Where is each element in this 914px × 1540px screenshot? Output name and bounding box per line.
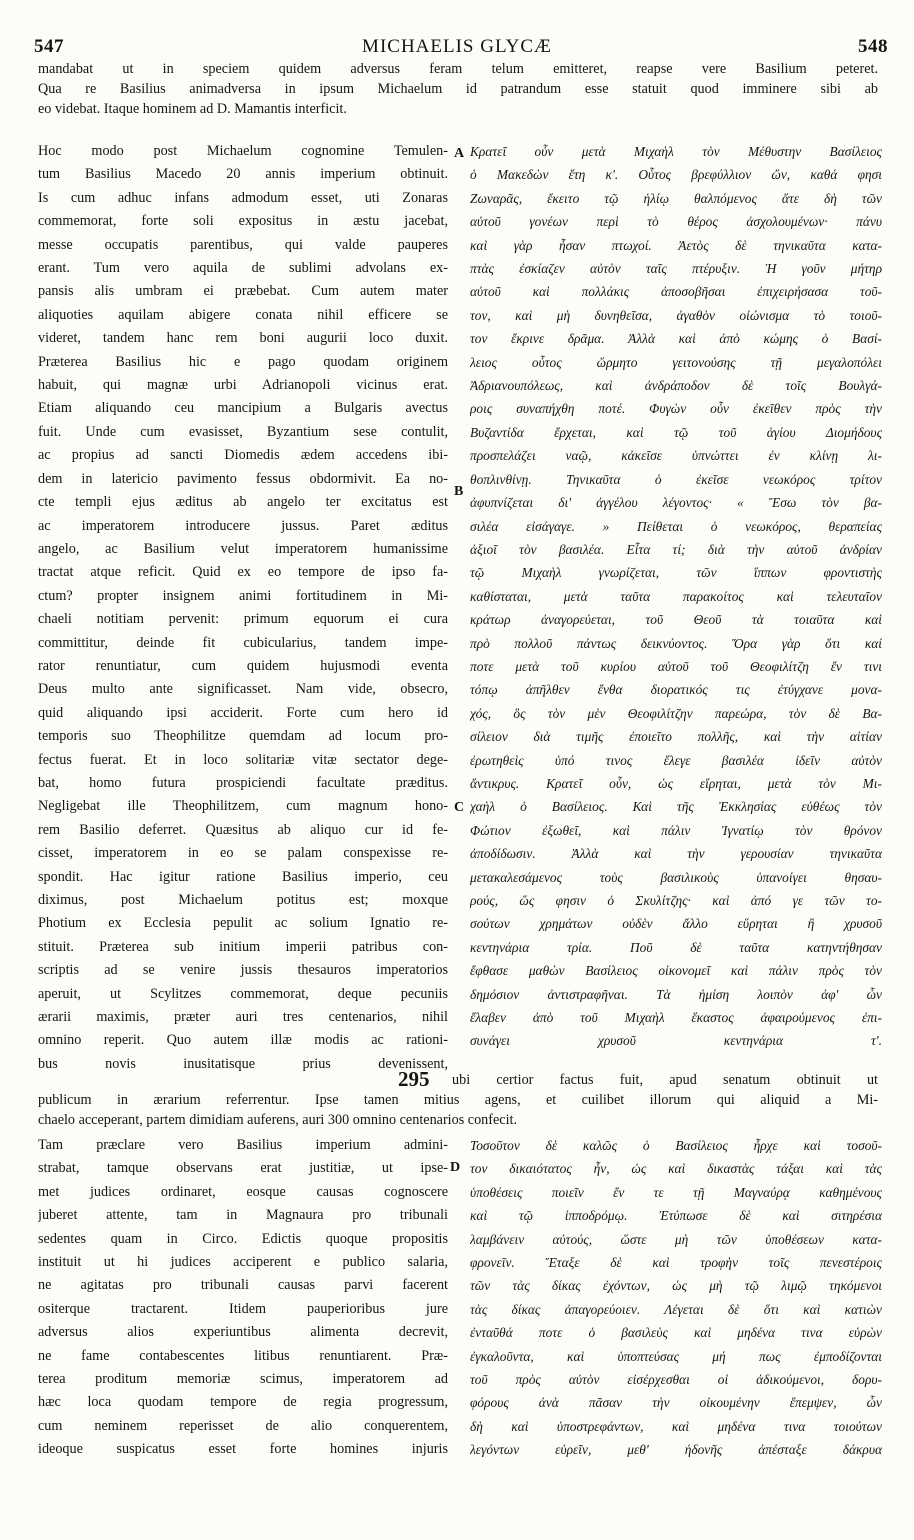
text-line: τῷ Μιχαὴλ γνωρίζεται, τῶν ἵππων φροντιστὴς	[470, 565, 882, 581]
text-line: committitur, deinde fit cubicularius, tandem impe-	[38, 634, 448, 651]
text-line: προσπελάζει ναῷ, κἀκεῖσε ὑπνώττει ἐν κλίνῃ λι-	[470, 448, 882, 464]
text-line: aliquoties aquilam abigere conata nihil efficere se	[38, 306, 448, 323]
text-line: ρούς, ὥς φησιν ὁ Σκυλίτζης· καὶ ἀπό γε τῶν το-	[470, 893, 882, 908]
text-line: temporis suo Theophilitze quemdam ad locum pro-	[38, 728, 448, 745]
section-marker-a: A	[454, 146, 465, 161]
text-line: Φώτιον ἐξωθεῖ, καὶ πάλιν Ἰγνατίῳ τὸν θρόνον	[470, 822, 882, 838]
latin-column-top	[38, 140, 448, 1076]
greek-column-top	[470, 140, 882, 1053]
text-line: sedentes quam in Circo. Edictis quoque propositis	[38, 1230, 448, 1247]
text-line: Photium ex Ecclesia pepulit ac solium Ignatio re-	[38, 915, 448, 932]
text-line: συνάγει χρυσοῦ κεντηνάρια τ'.	[470, 1033, 882, 1049]
text-line: ἐγκαλοῦντα, καὶ ὑποπτεύσας μή πως ἐμποδίζονται	[470, 1348, 882, 1364]
text-line: diximus, post Michaelum potitus est; moxque	[38, 892, 448, 908]
text-line: μετακαλεσάμενος τοὺς βασιλικοὺς ὑπανοίγει θησαυ-	[470, 869, 882, 885]
text-line: ositerque tractarent. Itidem pauperioribus jure	[38, 1300, 448, 1317]
text-line: πτὰς ἐσκίαζεν αὐτὸν ταῖς πτέρυξιν. Ἡ γοῦν μήτηρ	[470, 261, 882, 277]
text-line: αὐτοῦ καὶ πολλάκις ἀποσοβῆσαι ἐπιχειρήσασα τοῦ-	[470, 284, 882, 300]
text-line: ne fame contabescentes litibus renuntiarent. Præ-	[38, 1347, 448, 1364]
text-line: αὐτοῦ γονέων περὶ τὸ θέρος ἀσχολουμένων· πάνυ	[470, 214, 882, 230]
text-line: aperuit, ut Scylitzes commemorat, deque pecuniis	[38, 985, 448, 1002]
text-line: τον δικαιότατος ἦν, ὡς καὶ δικαστὰς τάξαι καὶ τὰς	[470, 1161, 882, 1177]
text-line: λειος οὗτος ὥρμητο γειτονούσης τῇ μεγαλοπόλει	[470, 354, 882, 370]
text-line: met judices ordinaret, eosque causas cognoscere	[38, 1183, 448, 1200]
text-line: καθίσταται, μετὰ ταῦτα παρακοίτος καὶ τελευταῖον	[470, 588, 882, 604]
text-line: ἀφυπνίζεται δι' ἀγγέλου λέγοντος· « Ἔσω τὸν βα-	[470, 495, 882, 511]
text-line: tractat atque reficit. Quid ex eo tempore de ipso fa-	[38, 564, 448, 581]
text-line: adversus alios experiuntibus alimenta decrevit,	[38, 1324, 448, 1341]
text-line: ἀποδίδωσιν. Ἀλλὰ καὶ τὴν γερουσίαν τηνικαῦτα	[470, 846, 882, 862]
text-line: τοῦ πρὸς αὐτὸν εἰσέρχεσθαι οἱ ἀδικούμενοι, δορυ-	[470, 1372, 882, 1388]
text-line: quid aliquando ipsi acciderit. Forte cum hero id	[38, 704, 448, 721]
text-line: juberet attente, tam in Magnaura pro tribunali	[38, 1207, 448, 1224]
text-line: πρὸ πολλοῦ πάντως δεικνύοντος. Ὅρα γὰρ ὅτι καί	[470, 635, 882, 651]
text-line: φόρους ἀνὰ πᾶσαν τὴν οἰκουμένην ἔπεμψεν, ὧν	[470, 1395, 882, 1411]
text-line: Βυζαντίδα ἔρχεται, καὶ τῷ τοῦ ἁγίου Διομήδους	[470, 424, 882, 440]
text-line: δημόσιον ἀντιστραφῆναι. Τὰ ἡμίση λοιπὸν ἀφ' ὧν	[470, 986, 882, 1002]
text-line: omnino reperit. Quo autem illæ modis ac rationi-	[38, 1032, 448, 1049]
text-line: ctum? propter insignem animi fortitudinem in Mi-	[38, 587, 448, 604]
text-line: cisset, imperatorem in eo se palam conspexisse re-	[38, 845, 448, 862]
text-line: φρονεῖν. Ἔταξε δὲ καὶ τροφὴν τοῖς πενεστέροις	[470, 1255, 882, 1271]
text-line: commemorat, forte soli expositus in æstu jacebat,	[38, 213, 448, 230]
running-header	[26, 36, 888, 62]
text-line: ροις συναπήχθη ποτέ. Φυγὼν οὖν ἐκεῖθεν πρὸς τὴν	[470, 401, 882, 417]
text-line: rator renuntiatur, cum quidem hujusmodi eventa	[38, 657, 448, 674]
text-line: chaeli notitiam pervenit: primum equorum ei cura	[38, 611, 448, 628]
text-line: Deus multo ante significasset. Nam vide, obsecro,	[38, 681, 448, 698]
text-line: stituit. Præterea sub initium imperii patribus con-	[38, 938, 448, 955]
text-line: bat, homo futura prospiciendi facultate præditus.	[38, 774, 448, 791]
text-line: χός, ὃς τὸν μὲν Θεοφιλίτζην παρεώρα, τὸν δὲ Βα-	[470, 705, 882, 721]
text-line: angelo, ac Basilium velut imperatorem humanissime	[38, 540, 448, 557]
text-line: Hoc modo post Michaelum cognomine Temulen-	[38, 143, 448, 159]
text-line: rem Basilio deferret. Quæsitus ab aliquo cur id fe-	[38, 821, 448, 838]
text-line: chaelo acceperant, partem dimidiam auferens, auri 300 omnino centenarios confecit.	[38, 1111, 518, 1128]
text-line: Ζωναρᾶς, ἔκειτο τῷ ἡλίῳ θαλπόμενος ἅτε δὴ τῶν	[470, 190, 882, 206]
text-line: κεντηνάρια τρία. Ποῦ δὲ ταῦτα κατηντήθησαν	[470, 939, 882, 955]
text-line: ὑποθέσεις ποιεῖν ἔν τε τῇ Μαγναύρᾳ καθημένους	[470, 1184, 882, 1200]
text-line: ubi certior factus fuit, apud senatum obtinuit ut	[452, 1072, 878, 1088]
text-line: χαὴλ ὁ Βασίλειος. Καὶ τῆς Ἐκκλησίας εὐθέως τὸν	[470, 799, 882, 815]
latin-continuation	[452, 1071, 878, 1091]
text-line: Qua re Basilius animadversa in ipsum Michaelum id patrandum esse statuit quod imminere sibi ab	[38, 80, 878, 97]
text-line: ὁ Μακεδὼν ἔτη κ'. Οὗτος βρεφύλλιον ὤν, καθά φησι	[470, 167, 882, 183]
text-line: videret, tandem hanc rem boni augurii loco duxit.	[38, 330, 448, 347]
text-line: messe occupatis parentibus, qui valde pauperes	[38, 236, 448, 253]
text-line: Ἀδριανουπόλεως, καὶ ἀνδράποδον δὲ τοῖς Βουλγά-	[470, 378, 882, 394]
text-line: spondit. Hac igitur ratione Basilius imperio, ceu	[38, 868, 448, 885]
text-line: τὰς δίκας ἀπαγορεύοιεν. Λέγεται δὲ ὅτι καὶ κατιὼν	[470, 1301, 882, 1317]
text-line: καὶ γὰρ ἦσαν πτωχοί. Ἀετὸς δὲ τηνικαῦτα κατα-	[470, 237, 882, 253]
text-line: pansis alis umbram ei præbebat. Cum autem mater	[38, 283, 448, 300]
text-line: ποτε μετὰ τοῦ κυρίου αὐτοῦ τοῦ Θεοφιλίτζη ἔν τινι	[470, 658, 882, 674]
text-line: θοπλινθίνῃ. Τηνικαῦτα ὁ ἐκεῖσε νεωκόρος τρίτον	[470, 471, 882, 487]
text-line: ἄντικρυς. Κρατεῖ οὖν, ὡς εἴρηται, μετὰ τὸν Μι-	[470, 775, 882, 791]
text-line: ἐρωτηθεὶς ὑπό τινος ἔλεγε βασιλέα ἰδεῖν αὐτὸν	[470, 752, 882, 768]
text-line: καὶ τῷ ἱπποδρόμῳ. Ἐτύπωσε δὲ καὶ σιτηρέσια	[470, 1208, 882, 1224]
text-line: instituit ut hi judices acciperent e publico salaria,	[38, 1254, 448, 1271]
text-line: τον ἔκρινε δρᾶμα. Ἀλλὰ καὶ ἀπὸ κώμης ὁ Βασί-	[470, 331, 882, 347]
text-line: hæc loca quodam tempore de regia progressum,	[38, 1394, 448, 1411]
text-line: ac imperatorem introducere jussus. Paret æditus	[38, 517, 448, 534]
text-line: Tam præclare vero Basilius imperium admini-	[38, 1137, 448, 1153]
text-line: Etiam aliquando ceu mancipium a Bulgaris avectus	[38, 400, 448, 417]
text-line: λεγόντων εὑρεῖν, μεθ' ἡδονῆς ἀπέσταξε δάκρυα	[470, 1442, 882, 1458]
text-line: tum Basilius Macedo 20 annis imperium obtinuit.	[38, 166, 448, 183]
text-line: τον, καὶ μὴ δυνηθεῖσα, ἀγαθὸν οἰώνισμα τὸ τοιοῦ-	[470, 307, 882, 323]
text-line: cte templi ejus æditus ab angelo ter excitatus est	[38, 494, 448, 511]
left-page-number: 547	[34, 36, 64, 57]
text-line: publicum in ærarium referrentur. Ipse tamen mitius agens, et cuilibet illorum qui aliquid a Mi-	[38, 1092, 878, 1108]
text-line: eo videbat. Itaque hominem ad D. Mamantis interficit.	[38, 100, 347, 117]
text-line: τόπῳ ἀπῆλθεν ἔνθα διορατικός τις ἐτύγχανε μονα-	[470, 682, 882, 698]
text-line: dem in latericio pavimento fessus obdormivit. Ea no-	[38, 470, 448, 487]
section-marker-b: B	[454, 484, 464, 499]
text-line: ἔλαβεν ἀπὸ τοῦ Μιχαὴλ ἕκαστος ἀφαιρούμενος ἐπι-	[470, 1010, 882, 1026]
section-marker-d: D	[450, 1160, 461, 1175]
text-line: ideoque suspicatus esset forte homines injuris	[38, 1441, 448, 1458]
text-line: strabat, tamque observans erat justitiæ, ut ipse-	[38, 1160, 448, 1177]
text-line: ἀξιοῖ τὸν βασιλέα. Εἶτα τί; διὰ τὴν αὐτοῦ ἀνδρίαν	[470, 541, 882, 557]
text-line: fuit. Unde cum evasisset, Byzantium sese contulit,	[38, 423, 448, 440]
text-line: habuit, qui magnæ urbi Adrianopoli vicinus erat.	[38, 377, 448, 394]
text-line: δὴ καὶ ὑποστρεφάντων, καὶ μηδένα τινα τοιούτων	[470, 1418, 882, 1434]
text-line: κράτωρ ἀναγορεύεται, τοῦ Θεοῦ τὰ τοιαῦτα καὶ	[470, 612, 882, 628]
text-line: ἐνταῦθά ποτε ὁ βασιλεὺς καὶ μηδένα τινα εὑρὼν	[470, 1325, 882, 1341]
text-line: Præterea Basilius hic e pago quodam originem	[38, 353, 448, 370]
text-line: Τοσοῦτον δὲ καλῶς ὁ Βασίλειος ἦρχε καὶ τοσοῦ-	[470, 1138, 882, 1153]
text-line: Negligebat ille Theophilitzem, cum magnum hono-	[38, 798, 448, 815]
text-line: terea proditum memoriæ scimus, imperatorem ad	[38, 1371, 448, 1388]
section-marker-c: C	[454, 800, 465, 815]
greek-column-bottom	[470, 1134, 882, 1462]
text-line: σούτων χρημάτων οὐδὲν ἄλλο εὕρηται ἢ χρυσοῦ	[470, 916, 882, 932]
text-line: fectus fuerat. Et in loco solitariæ vitæ sectator dege-	[38, 751, 448, 768]
text-line: σίλειον διὰ τιμῆς ἐποιεῖτο πολλῆς, καὶ τὴν αἰτίαν	[470, 729, 882, 745]
text-line: scriptis ad se venire jussis thesauros imperatorios	[38, 962, 448, 979]
text-line: Is cum adhuc infans admodum esset, uti Zonaras	[38, 189, 448, 206]
running-title: MICHAELIS GLYCÆ	[362, 36, 552, 57]
text-line: ἔφθασε μαθὼν Βασίλειος οἰκονομεῖ καὶ πάλιν πρὸς τὸν	[470, 963, 882, 979]
text-line: ac propius ad sancti Diomedis ædem accedens ibi-	[38, 447, 448, 464]
text-line: λαμβάνειν αὐτούς, ὥστε μὴ τῶν ὑποθέσεων κατα-	[470, 1231, 882, 1247]
text-line: τῶν τὰς δίκας ἐχόντων, ὡς μὴ τῷ λιμῷ τηκόμενοι	[470, 1278, 882, 1294]
full-width-paragraph	[38, 1091, 878, 1131]
text-line: mandabat ut in speciem quidem adversus feram telum emitteret, reapse vere Basilium peteret.	[38, 61, 878, 77]
text-line: Κρατεῖ οὖν μετὰ Μιχαὴλ τὸν Μέθυστην Βασίλειος	[470, 144, 882, 159]
text-line: bus novis inusitatisque prius devenissent,	[38, 1055, 448, 1072]
right-page-number: 548	[858, 36, 888, 57]
edition-page-marker: 295	[398, 1067, 430, 1091]
intro-paragraph	[38, 60, 878, 120]
text-line: erant. Tum vero aquila de sublimi advolans ex-	[38, 260, 448, 277]
text-line: ærarii maximis, præter auri tres centenarios, nihil	[38, 1009, 448, 1026]
text-line: cum neminem reperisset de alio conquerentem,	[38, 1417, 448, 1434]
text-line: ne agitatas pro tribunali causas parvi facerent	[38, 1277, 448, 1294]
latin-column-bottom	[38, 1134, 448, 1462]
text-line: σιλέα εἰσάγαγε. » Πείθεται ὁ νεωκόρος, θεραπείας	[470, 518, 882, 534]
